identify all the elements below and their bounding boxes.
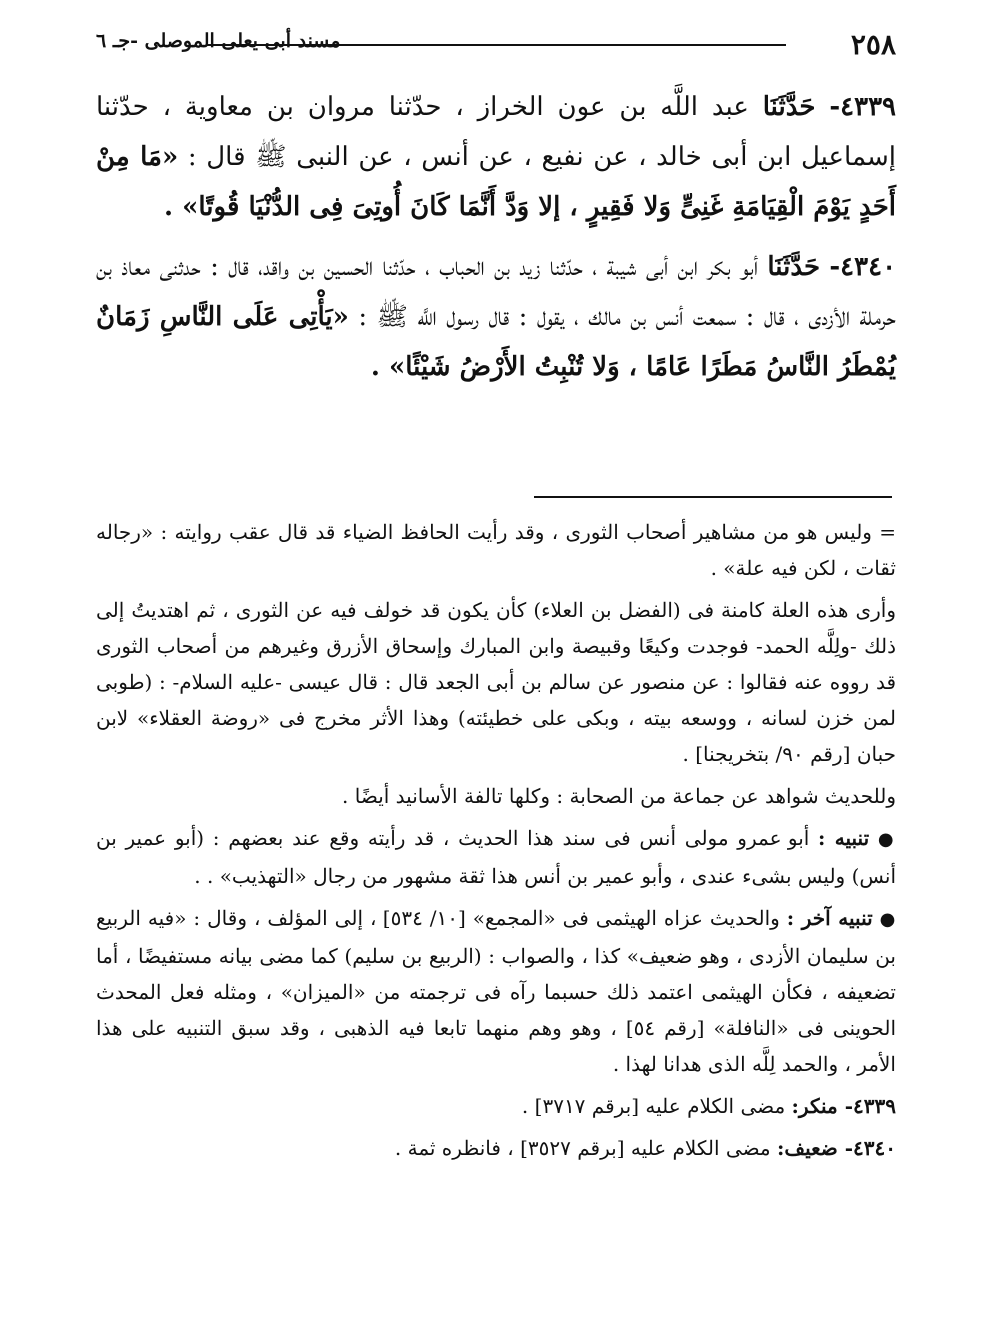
hadith-text (96, 82, 896, 402)
matn-text: «مَا مِنْ أَحَدٍ يَوْمَ الْقِيَامَةِ غَنِىٍّ وَلا فَقِيرٍ ، إلا وَدَّ أَنَّمَا كَانَ أُوتِىَ فِى الدُّنْيَا قُوتًا» . (96, 142, 896, 222)
footnote-paragraph: وللحديث شواهد عن جماعة من الصحابة : وكلها تالفة الأسانيد أيضًا . (342, 784, 896, 808)
running-header (96, 26, 896, 60)
tanbih-label: تنبيه : (818, 826, 870, 850)
hadith-4340 (96, 242, 896, 392)
matn-text: «يَأْتِى عَلَى النَّاسِ زَمَانٌ يُمْطَرُ النَّاسُ مَطَرًا عَامًا ، وَلا تُنْبِتُ الأَرْضُ شَيْئًا» . (96, 302, 896, 382)
bullet-icon: ● (879, 909, 896, 930)
verdict-text: مضى الكلام عليه [برقم ٣٧١٧] . (521, 1094, 786, 1118)
tanbih-note (96, 820, 896, 894)
tanbih-label: تنبيه آخر : (786, 906, 873, 930)
tanbih-note (96, 900, 896, 1082)
isnad-text: عبد اللَّه بن عون الخراز ، حدّثنا مروان بن معاوية ، حدّثنا إسماعيل ابن أبى خالد ، عن نفيع ، عن أنس ، عن النبى ﷺ قال : (96, 92, 897, 172)
book-title: مسند أبى يعلى الموصلى -جـ ٦ (96, 30, 341, 52)
isnad-text: أبو بكر ابن أبى شيبة ، حدّثنا زيد بن الحباب ، حدّثنا الحسين بن واقد، قال : حدثنى معاذ بن حرملة الأزدى ، قال : سمعت أنس بن مالك ، يقول : قال رسول اللَّه ﷺ : (96, 252, 897, 332)
verdict-text: مضى الكلام عليه [برقم ٣٥٢٧] ، فانظره ثمة . (394, 1136, 771, 1160)
footnote-continuation: = وليس هو من مشاهير أصحاب الثورى ، وقد رأيت الحافظ الضياء قد قال عقب روايته : «رجاله ثقات ، لكن فيه علة» . (96, 520, 896, 580)
page-number: ٢٥٨ (850, 28, 896, 61)
tanbih-text: والحديث عزاه الهيثمى فى «المجمع» [١٠/ ٥٣٤] ، إلى المؤلف ، وقال : «فيه الربيع بن سليمان الأزدى ، وهو ضعيف» كذا ، والصواب : (الربيع بن سليم) كما مضى بيانه مستفيضًا ، أما تضعيفه ، فكأن الهيثمى اعتمد ذلك حسبما رآه فى ترجمته من «الميزان» ، ومثله فعل المحدث الحوينى فى «النافلة» [رقم ٥٤] ، وهو وهم منهما تابعا فيه الذهبى ، وقد سبق التنبيه على هذا الأمر ، والحمد لِلَّه الذى هدانا لهذا . (96, 906, 896, 1076)
verdict-4340 (96, 1130, 896, 1166)
tanbih-text: أبو عمرو مولى أنس فى سند هذا الحديث ، قد رأيته وقع عند بعضهم : (أبو عمير بن أنس) وليس بشىء عندى ، وأبو عمير بن أنس هذا ثقة مشهور من رجال «التهذيب» . . (96, 826, 896, 888)
hadith-number: ٤٣٤٠- (829, 252, 897, 282)
hadith-4339 (96, 82, 896, 232)
haddathana-word: حَدَّثَنَا (767, 252, 821, 282)
footnote-separator (534, 496, 892, 498)
hadith-number: ٤٣٣٩- (829, 92, 897, 122)
bullet-icon: ● (877, 829, 896, 850)
verdict-4339 (96, 1088, 896, 1124)
verdict-label: ٤٣٣٩- منكر: (791, 1094, 896, 1118)
footnotes (96, 514, 896, 1172)
footnote-paragraph: وأرى هذه العلة كامنة فى (الفضل بن العلاء) كأن يكون قد خولف فيه عن الثورى ، ثم اهتديتُ إلى ذلك -ولِلَّه الحمد- فوجدت وكيعًا وقبيصة وابن المبارك وإسحاق الأزرق وغيرهم من أصحاب الثورى قد رووه عنه فقالوا : عن منصور عن سالم بن أبى الجعد قال : قال عيسى -عليه السلام- : (طوبى لمن خزن لسانه ، ووسعه بيته ، وبكى على خطيئته) وهذا الأثر مخرج فى «روضة العقلاء» لابن حبان [رقم ٩٠/ بتخريجنا] . (96, 598, 896, 766)
haddathana-word: حَدَّثَنَا (762, 92, 816, 122)
verdict-label: ٤٣٤٠- ضعيف: (777, 1136, 896, 1160)
